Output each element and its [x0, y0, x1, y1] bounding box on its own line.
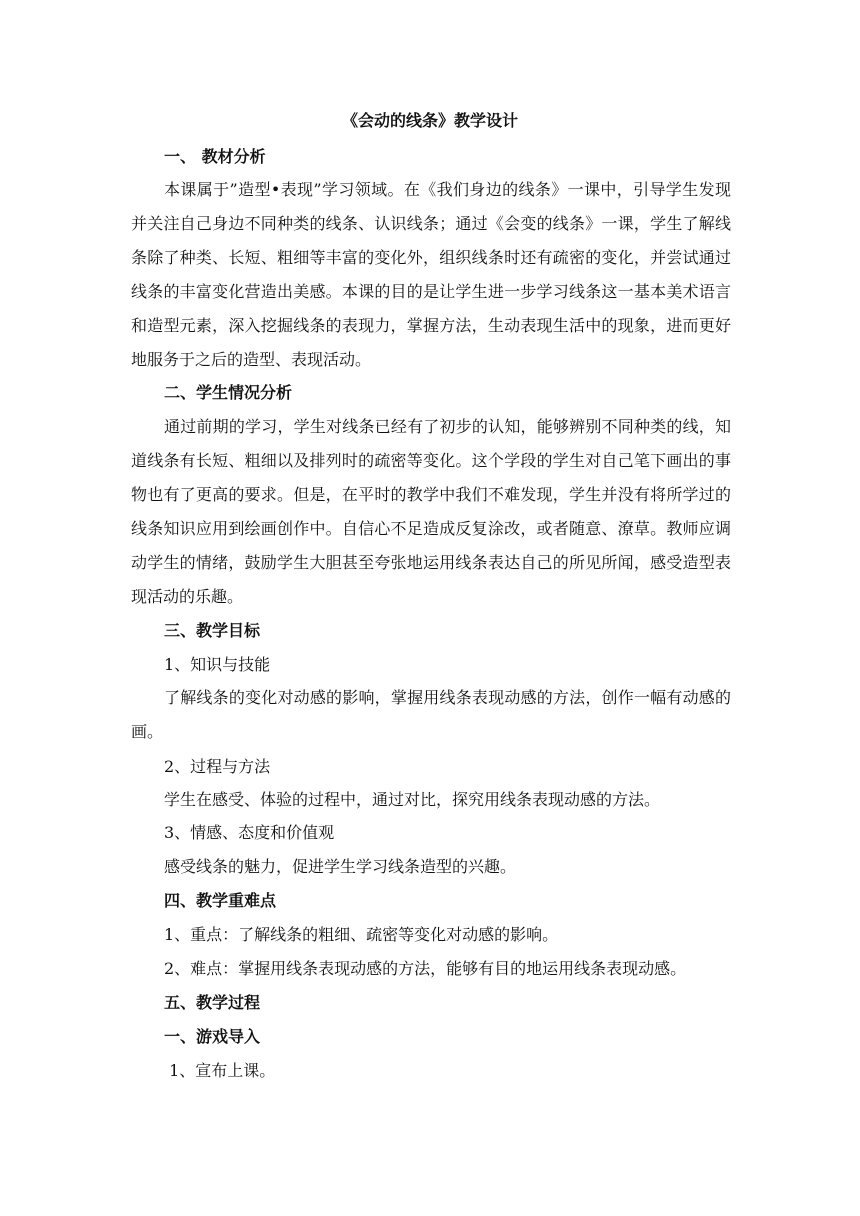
section-heading-textbook-analysis: 一、 教材分析 [164, 147, 266, 166]
list-item-difficult-point: 2、难点：掌握用线条表现动感的方法，能够有目的地运用线条表现动感。 [164, 959, 687, 978]
paragraph-emotion-values: 感受线条的魅力，促进学生学习线条造型的兴趣。 [164, 857, 517, 876]
paragraph-textbook-analysis: 本课属于”造型•表现”学习领域。在《我们身边的线条》一课中，引导学生发现并关注自己身边不同种类的线条、认识线条；通过《会变的线条》一课，学生了解线条除了种类、长短、粗细等丰富的变化外，组织线条时还有疏密的变化，并尝试通过线条的丰富变化营造出美感。本课的目的是让学生进一步学习线条这一基本美术语言和造型元素，深入挖掘线条的表现力，掌握方法，生动表现生活中的现象，进而更好地服务于之后的造型、表现活动。 [131, 180, 731, 369]
list-item-key-point: 1、重点：了解线条的粗细、疏密等变化对动感的影响。 [164, 925, 559, 944]
paragraph-student-analysis: 通过前期的学习，学生对线条已经有了初步的认知，能够辨别不同种类的线，知道线条有长短、粗细以及排列时的疏密等变化。这个学段的学生对自己笔下画出的事物也有了更高的要求。但是，在平时的教学中我们不难发现，学生并没有将所学过的线条知识应用到绘画创作中。自信心不足造成反复涂改，或者随意、潦草。教师应调动学生的情绪，鼓励学生大胆甚至夸张地运用线条表达自己的所见所闻，感受造型表现活动的乐趣。 [131, 417, 731, 606]
section-heading-teaching-goals: 三、教学目标 [164, 621, 261, 640]
subheading-knowledge-skills: 1、知识与技能 [164, 655, 271, 674]
section-heading-student-analysis: 二、学生情况分析 [164, 383, 293, 402]
section-heading-key-points: 四、教学重难点 [164, 891, 277, 910]
subsection-heading-game-intro: 一、游戏导入 [164, 1027, 261, 1046]
section-heading-teaching-process: 五、教学过程 [164, 993, 261, 1012]
subheading-process-method: 2、过程与方法 [164, 757, 271, 776]
subheading-emotion-values: 3、情感、态度和价值观 [164, 823, 335, 842]
document-title: 《会动的线条》教学设计 [341, 111, 518, 130]
paragraph-knowledge-skills: 了解线条的变化对动感的影响，掌握用线条表现动感的方法，创作一幅有动感的画。 [131, 688, 731, 741]
paragraph-process-method: 学生在感受、体验的过程中，通过对比，探究用线条表现动感的方法。 [164, 790, 661, 809]
list-item-announce-class: 1、宣布上课。 [164, 1061, 276, 1080]
